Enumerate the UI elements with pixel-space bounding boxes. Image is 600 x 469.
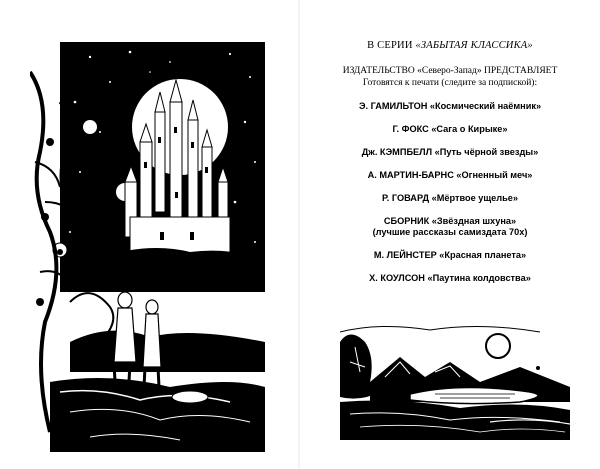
publisher-line: ИЗДАТЕЛЬСТВО «Северо-Запад» ПРЕДСТАВЛЯЕТ (342, 66, 558, 76)
spaceship-landscape-illustration (340, 322, 570, 440)
book-title-line: СБОРНИК «Звёздная шхуна» (383, 216, 517, 226)
left-page (0, 0, 298, 469)
book-title: Дж. КЭМПБЕЛЛ «Путь чёрной звезды» (361, 147, 539, 157)
series-title: В СЕРИИ «ЗАБЫТАЯ КЛАССИКА» (367, 40, 533, 51)
book-title: Г. ФОКС «Сага о Кирыке» (392, 124, 508, 134)
book-title (310, 216, 590, 238)
publisher-subline: Готовятся к печати (следите за подпиской): (362, 78, 538, 88)
book-title: Х. КОУЛСОН «Паутина колдовства» (369, 273, 531, 283)
book-title: М. ЛЕЙНСТЕР «Красная планета» (373, 250, 527, 260)
book-subtitle: (лучшие рассказы самиздата 70х) (372, 227, 528, 237)
book-title: Э. ГАМИЛЬТОН «Космический наёмник» (358, 101, 542, 111)
book-title: А. МАРТИН-БАРНС «Огненный меч» (367, 170, 533, 180)
right-page (300, 0, 600, 469)
publisher-note (310, 65, 590, 89)
series-name: «ЗАБЫТАЯ КЛАССИКА» (415, 40, 533, 51)
castle-fantasy-illustration (30, 42, 265, 452)
book-announcement (310, 40, 590, 284)
book-title: Р. ГОВАРД «Мёртвое ущелье» (382, 193, 518, 203)
